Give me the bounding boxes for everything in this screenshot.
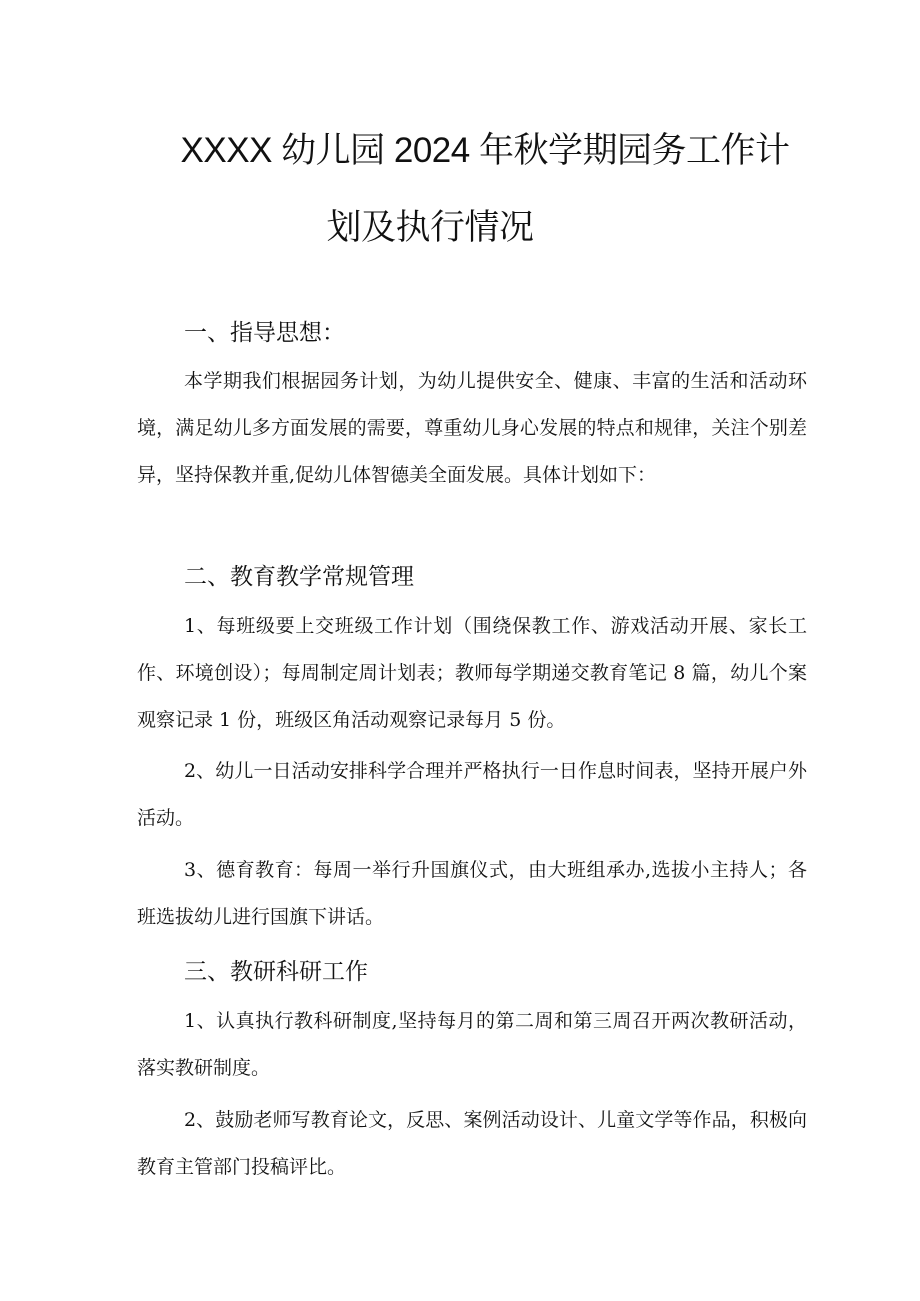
- paragraph-guiding-thought: 本学期我们根据园务计划，为幼儿提供安全、健康、丰富的生活和活动环境，满足幼儿多方面发展的需要，尊重幼儿身心发展的特点和规律，关注个别差异，坚持保教并重,促幼儿体智德美全面发展。具体计划如下：: [137, 370, 807, 486]
- section-heading-guiding-thought: 一、指导思想：: [184, 319, 345, 345]
- paragraph-moral-education: 3、德育教育：每周一举行升国旗仪式，由大班组承办,选拔小主持人；各班选拔幼儿进行国旗下讲话。: [137, 859, 807, 928]
- section-heading-research-work: 三、教研科研工作: [184, 958, 368, 984]
- paragraph-research-system: 1、认真执行教科研制度,坚持每月的第二周和第三周召开两次教研活动，落实教研制度。: [137, 1010, 807, 1079]
- paragraph-teacher-writing: 2、鼓励老师写教育论文，反思、案例活动设计、儿童文学等作品，积极向教育主管部门投稿评比。: [137, 1109, 807, 1178]
- paragraph-class-plans: 1、每班级要上交班级工作计划（围绕保教工作、游戏活动开展、家长工作、环境创设）；每周制定周计划表；教师每学期递交教育笔记 8 篇，幼儿个案观察记录 1 份，班级区角活动观察记录每月 5 份。: [137, 615, 807, 731]
- paragraph-daily-activities: 2、幼儿一日活动安排科学合理并严格执行一日作息时间表，坚持开展户外活动。: [137, 760, 807, 829]
- document-title-line-2: 划及执行情况: [326, 208, 534, 247]
- section-heading-teaching-management: 二、教育教学常规管理: [184, 563, 414, 589]
- document-title-line-1: XXXX 幼儿园 2024 年秋学期园务工作计: [180, 131, 790, 170]
